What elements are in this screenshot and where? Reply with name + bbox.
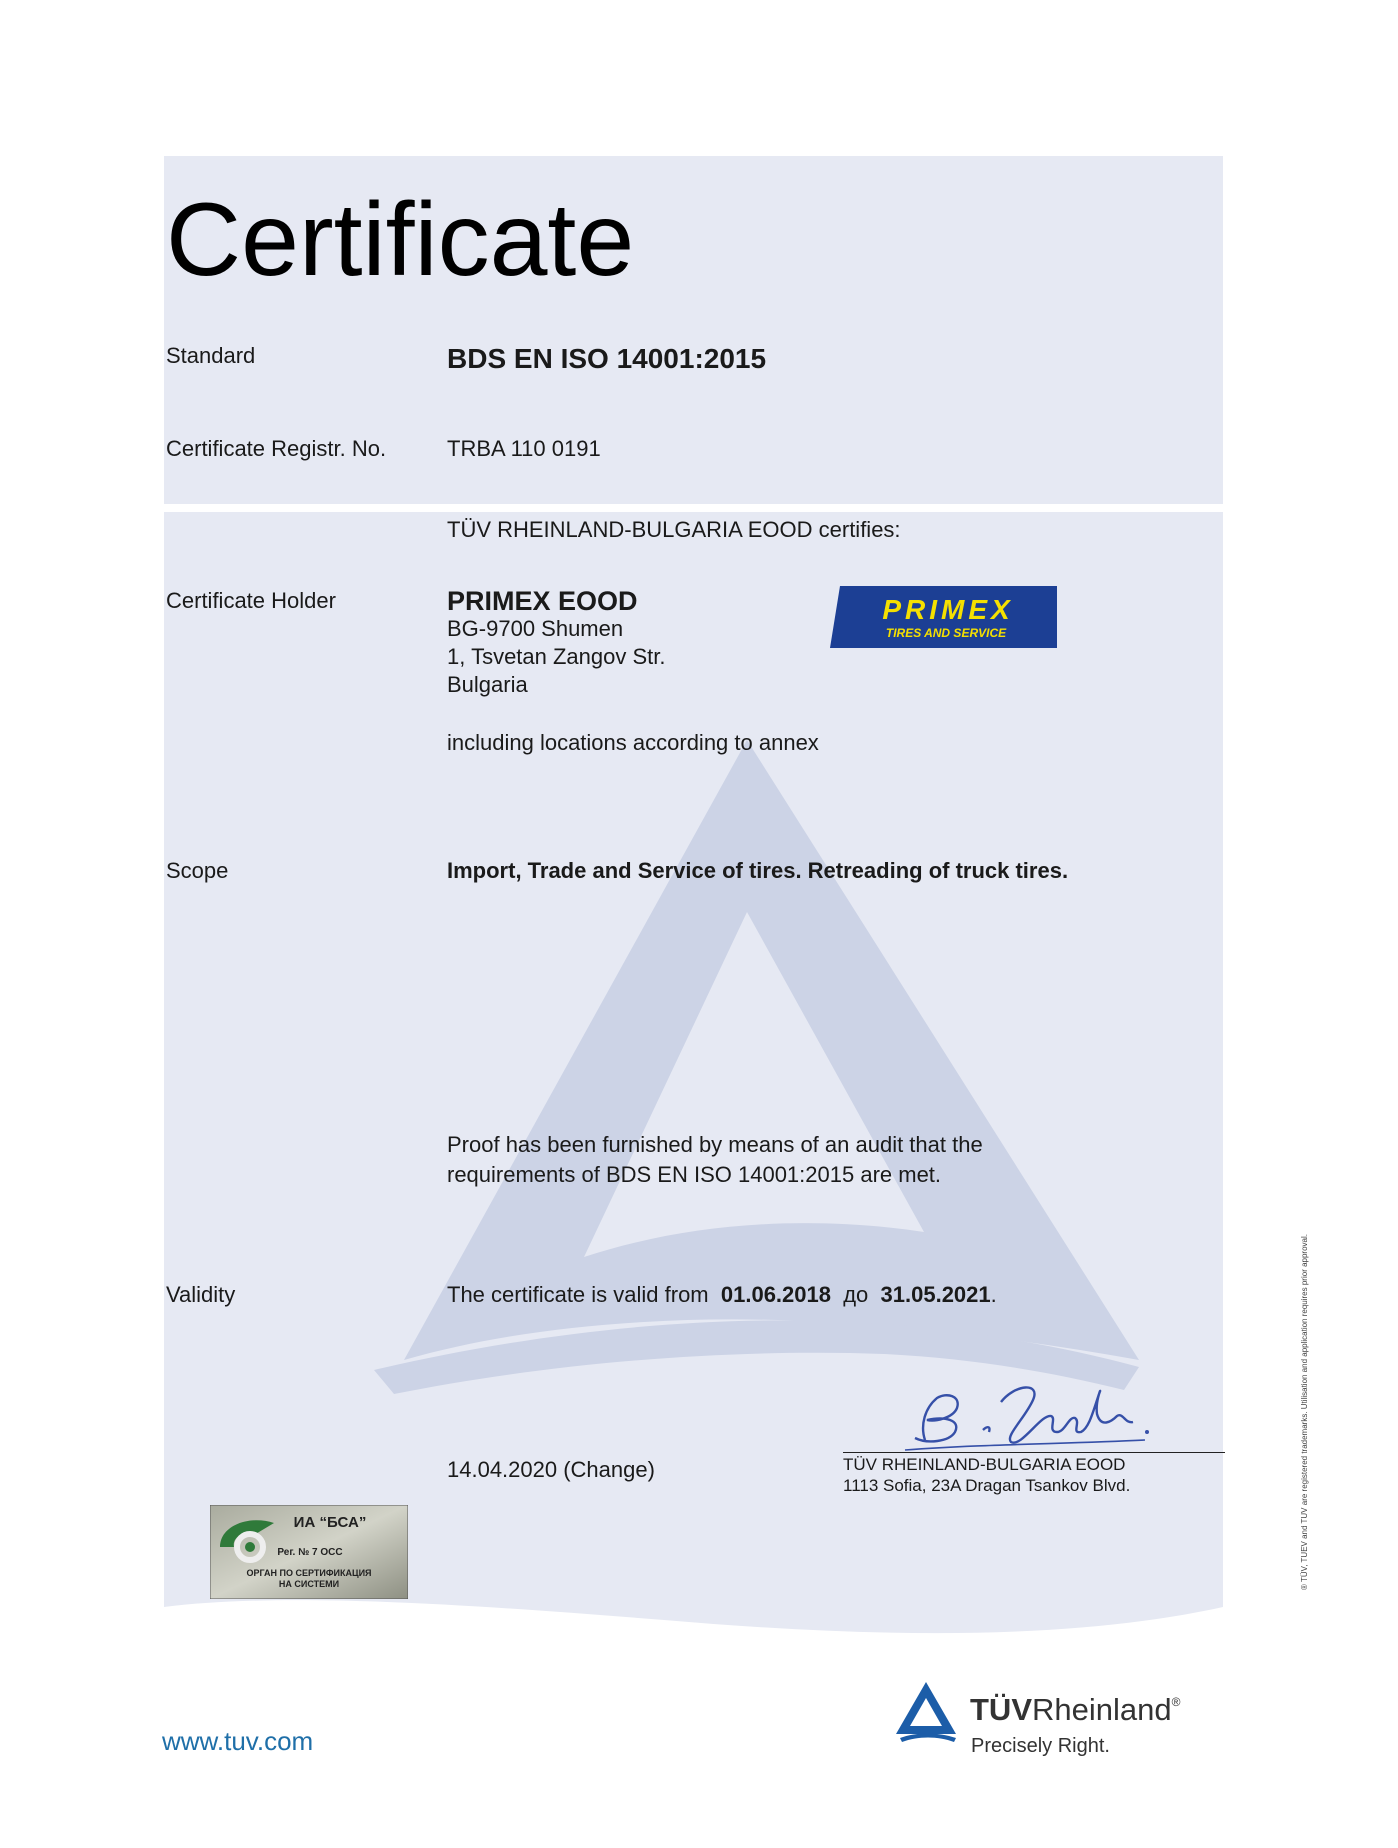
registration-value: TRBA 110 0191 (447, 436, 601, 461)
certifies-text: TÜV RHEINLAND-BULGARIA EOOD certifies: (447, 517, 901, 542)
signature-line (843, 1452, 1225, 1453)
registration-label: Certificate Registr. No. (166, 436, 387, 461)
validity-connector: до (843, 1282, 869, 1307)
tuv-brand-rest: Rheinland (1032, 1692, 1172, 1727)
bca-title: ИА “БСА” (293, 1514, 367, 1531)
validity-to: 31.05.2021 (880, 1282, 991, 1307)
issuer-name: TÜV RHEINLAND-BULGARIA EOOD (843, 1455, 1126, 1474)
bca-line1: ОРГАН ПО СЕРТИФИКАЦИЯ (246, 1568, 372, 1578)
trademark-note: ® TÜV, TUEV and TUV are registered trademarks. Utilisation and application requires prior approval. (1300, 1234, 1309, 1590)
validity-label: Validity (166, 1282, 236, 1307)
proof-line1: Proof has been furnished by means of an audit that the (447, 1132, 983, 1157)
holder-label: Certificate Holder (166, 588, 336, 613)
locations-note: including locations according to annex (447, 730, 819, 755)
scope-value: Import, Trade and Service of tires. Retreading of truck tires. (447, 858, 1069, 883)
validity-suffix: . (990, 1282, 997, 1307)
scope-label: Scope (166, 858, 229, 883)
validity-prefix: The certificate is valid from (447, 1282, 709, 1307)
tuv-brand-mark: ® (1171, 1695, 1181, 1709)
standard-value: BDS EN ISO 14001:2015 (447, 343, 767, 374)
primex-tagline: TIRES AND SERVICE (885, 626, 1007, 640)
website-link[interactable]: www.tuv.com (162, 1726, 314, 1756)
tuv-slogan: Precisely Right. (971, 1735, 1110, 1757)
holder-address-line3: Bulgaria (447, 672, 528, 697)
issue-date: 14.04.2020 (Change) (447, 1457, 655, 1482)
bca-accreditation-badge (210, 1505, 408, 1599)
primex-logo (830, 586, 1057, 648)
issuer-address: 1113 Sofia, 23A Dragan Tsankov Blvd. (843, 1476, 1131, 1495)
tuv-brand-bold: TÜV (970, 1692, 1032, 1727)
bca-reg: Рег. № 7 ОСС (277, 1547, 343, 1558)
svg-text:TÜVRheinland® (970, 1692, 1181, 1727)
tuv-rheinland-logo (896, 1678, 1216, 1758)
proof-line2: requirements of BDS EN ISO 14001:2015 are met. (447, 1162, 942, 1187)
standard-label: Standard (166, 343, 256, 368)
holder-address-line1: BG-9700 Shumen (447, 616, 624, 641)
page-title: Certificate (166, 182, 635, 298)
primex-brand: PRIMEX (882, 594, 1014, 625)
bca-line2: НА СИСТЕМИ (278, 1579, 340, 1589)
holder-address-line2: 1, Tsvetan Zangov Str. (447, 644, 666, 669)
holder-name: PRIMEX EOOD (447, 586, 638, 616)
validity-from: 01.06.2018 (720, 1282, 831, 1307)
signature-image (865, 1370, 1155, 1456)
validity-statement (447, 1284, 997, 1306)
